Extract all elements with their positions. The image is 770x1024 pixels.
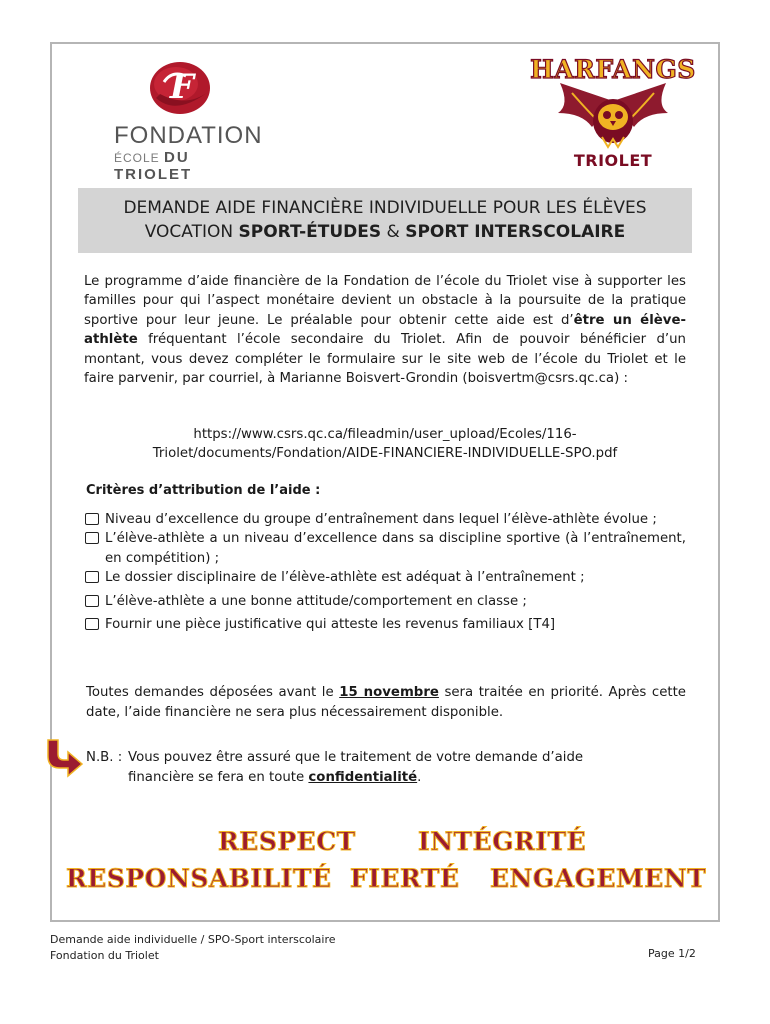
- form-url-line-2[interactable]: Triolet/documents/Fondation/AIDE-FINANCIERE-INDIVIDUELLE-SPO.pdf: [152, 446, 618, 462]
- deadline-text-1: Toutes demandes déposées avant le: [86, 685, 340, 700]
- fondation-name: FONDATION: [114, 122, 263, 149]
- checkbox[interactable]: [85, 513, 99, 525]
- fondation-logo: [112, 58, 272, 183]
- harfangs-name: HARFANGS: [530, 55, 696, 84]
- deadline-text-2: sera traitée en priorité. Après cette date, l’aide financière ne sera plus nécessairement disponible.: [86, 685, 686, 720]
- intro-paragraph: [84, 272, 686, 388]
- fondation-school-name: DU TRIOLET: [114, 149, 193, 183]
- nb-text-1: Vous pouvez être assuré que le traitement de votre demande d’aide: [128, 750, 584, 765]
- harfangs-school: TRIOLET: [573, 151, 653, 170]
- deadline-date: 15 novembre: [339, 685, 439, 700]
- value-integrite: INTÉGRITÉ: [418, 827, 587, 856]
- intro-emphasis: être un élève-athlète: [84, 312, 686, 348]
- title-sport-etudes: SPORT-ÉTUDES: [238, 222, 382, 242]
- value-respect: RESPECT: [218, 827, 356, 856]
- criteria-item: [84, 568, 686, 587]
- criteria-text: Niveau d’excellence du groupe d’entraînement dans lequel l’élève-athlète évolue ;: [105, 512, 657, 527]
- form-url[interactable]: [84, 425, 686, 464]
- harfangs-logo: [528, 55, 698, 175]
- intro-text-1: Le programme d’aide financière de la Fondation de l’école du Triolet vise à supporter les familles pour qui l’aspect monétaire devient un obstacle à la poursuite de la pratique sportive pour leur jeune. Le préalable pour obtenir cette aide est d’: [84, 274, 686, 328]
- criteria-heading: Critères d’attribution de l’aide :: [86, 483, 321, 498]
- title-ampersand: &: [381, 222, 406, 242]
- nb-line-2: [86, 768, 686, 788]
- svg-text:F: F: [169, 67, 195, 107]
- deadline-paragraph: [86, 683, 686, 723]
- owl-mascot-icon: [552, 79, 674, 151]
- fondation-school-prefix: ÉCOLE: [114, 151, 160, 165]
- value-engagement: ENGAGEMENT: [490, 864, 707, 893]
- footer: [50, 932, 336, 964]
- criteria-item: [84, 592, 686, 611]
- criteria-text: L’élève-athlète a une bonne attitude/comportement en classe ;: [105, 593, 527, 609]
- fondation-emblem-icon: [146, 58, 216, 118]
- criteria-item: [84, 510, 686, 529]
- title-sport-interscolaire: SPORT INTERSCOLAIRE: [405, 222, 626, 242]
- fondation-school: [114, 149, 272, 183]
- page-number: Page 1/2: [648, 947, 696, 960]
- checkbox[interactable]: [85, 532, 99, 544]
- checkbox[interactable]: [85, 618, 99, 630]
- criteria-list: [84, 510, 686, 634]
- title-prefix: VOCATION: [144, 222, 239, 242]
- form-url-line-1[interactable]: https://www.csrs.qc.ca/fileadmin/user_upload/Ecoles/116-: [193, 427, 577, 442]
- checkbox[interactable]: [85, 571, 99, 583]
- criteria-item: [84, 529, 686, 568]
- value-responsabilite: RESPONSABILITÉ: [66, 864, 332, 893]
- nb-text-2: financière se fera en toute: [128, 770, 309, 785]
- title-line-1: DEMANDE AIDE FINANCIÈRE INDIVIDUELLE POUR LES ÉLÈVES: [123, 198, 647, 218]
- footer-line-2: Fondation du Triolet: [50, 949, 159, 962]
- criteria-text: L’élève-athlète a un niveau d’excellence dans sa discipline sportive (à l’entraînement, en compétition) ;: [105, 531, 686, 566]
- nb-emphasis: confidentialité: [308, 770, 418, 785]
- arrow-right-icon: [44, 738, 84, 778]
- form-title: [78, 188, 692, 253]
- criteria-text: Fournir une pièce justificative qui atteste les revenus familiaux [T4]: [105, 617, 556, 633]
- footer-line-1: Demande aide individuelle / SPO-Sport interscolaire: [50, 933, 336, 946]
- value-fierte: FIERTÉ: [350, 864, 460, 893]
- title-line-2: [78, 220, 692, 244]
- intro-text-2: fréquentant l’école secondaire du Triolet. Afin de pouvoir bénéficier d’un montant, vous devez compléter le formulaire sur le site web de l’école du Triolet et le faire parvenir, par courriel, à Marianne Boisvert-Grondin (boisvertm@csrs.qc.ca) :: [84, 332, 686, 387]
- criteria-item: [84, 615, 686, 634]
- nb-text-3: .: [417, 770, 422, 785]
- nb-paragraph: [86, 748, 686, 788]
- criteria-text: Le dossier disciplinaire de l’élève-athlète est adéquat à l’entraînement ;: [105, 570, 585, 586]
- nb-label: N.B. :: [86, 750, 123, 765]
- checkbox[interactable]: [85, 595, 99, 607]
